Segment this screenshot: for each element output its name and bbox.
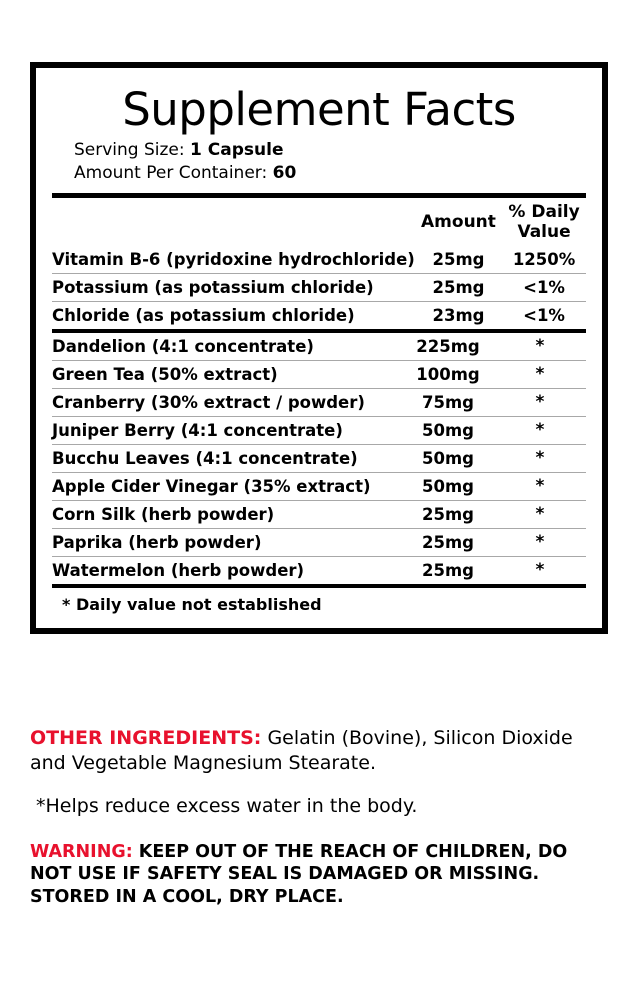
table-row [52,389,586,417]
warning-label: WARNING: [30,841,133,862]
blend-name: Apple Cider Vinegar (35% extract) [52,473,402,501]
other-ingredients [30,726,610,776]
table-row [52,302,586,330]
nutrient-amount: 25mg [415,246,502,274]
serving-size-line [52,139,586,162]
nutrient-daily-value: 1250% [502,246,586,274]
blend-daily-value: * [535,560,545,581]
blend-amount: 50mg [402,417,494,445]
daily-value-footnote: * Daily value not established [62,595,322,615]
blend-name: Dandelion (4:1 concentrate) [52,333,402,361]
blend-daily-value: * [494,389,586,417]
blend-daily-value: * [494,529,586,557]
nutrient-amount: 23mg [432,306,485,326]
blend-amount: 100mg [402,361,494,389]
table-row [52,274,586,302]
amount-per-container-line [52,162,586,185]
nutrient-name: Vitamin B-6 (pyridoxine hydrochloride) [52,246,415,274]
nutrient-amount: 25mg [415,274,502,302]
table-row [52,417,586,445]
supplement-facts-panel [30,62,608,634]
blend-amount: 25mg [402,501,494,529]
blend-daily-value: * [494,417,586,445]
nutrient-daily-value: <1% [502,274,586,302]
nutrient-name: Chloride (as potassium chloride) [52,306,355,326]
blend-amount: 25mg [422,561,474,581]
amount-per-container-label: Amount Per Container: [74,163,268,184]
blend-amount: 25mg [402,529,494,557]
blend-daily-value: * [494,473,586,501]
blend-amount: 225mg [402,333,494,361]
table-row [52,361,586,389]
nutrient-daily-value: <1% [523,306,565,326]
other-ingredients-text: Gelatin (Bovine), Silicon Dioxide and Vegetable Magnesium Stearate. [30,727,573,775]
warning-text: KEEP OUT OF THE REACH OF CHILDREN, DO NOT USE IF SAFETY SEAL IS DAMAGED OR MISSING. STORED IN A COOL, DRY PLACE. [30,841,568,907]
blend-name: Green Tea (50% extract) [52,361,402,389]
blend-amount: 50mg [402,445,494,473]
table-row [52,445,586,473]
warning-block [30,841,610,908]
blend-name: Corn Silk (herb powder) [52,501,402,529]
blend-name: Cranberry (30% extract / powder) [52,389,402,417]
blend-daily-value: * [494,445,586,473]
table-row [52,529,586,557]
panel-title: Supplement Facts [122,83,516,136]
blend-daily-value: * [494,361,586,389]
blend-amount: 50mg [402,473,494,501]
table-row [52,557,586,585]
helps-note: *Helps reduce excess water in the body. [36,795,418,818]
blend-name: Bucchu Leaves (4:1 concentrate) [52,445,402,473]
blend-daily-value: * [494,501,586,529]
serving-size-value: 1 Capsule [190,140,284,161]
blend-name: Watermelon (herb powder) [52,561,305,581]
table-header-row [52,198,586,246]
amount-per-container-value: 60 [272,163,297,184]
blend-name: Paprika (herb powder) [52,529,402,557]
header-amount: Amount [421,212,496,233]
blend-amount: 75mg [402,389,494,417]
blend-table [52,333,586,584]
nutrient-name: Potassium (as potassium chloride) [52,274,415,302]
table-row [52,501,586,529]
blend-daily-value: * [494,333,586,361]
table-row [52,333,586,361]
header-spacer [52,198,415,246]
table-row [52,246,586,274]
header-daily-value: % Daily Value [508,202,580,243]
label-body-text [30,726,610,908]
other-ingredients-label: OTHER INGREDIENTS: [30,727,262,749]
blend-name: Juniper Berry (4:1 concentrate) [52,417,402,445]
table-row [52,473,586,501]
nutrient-table [52,198,586,329]
serving-size-label: Serving Size: [74,140,185,161]
